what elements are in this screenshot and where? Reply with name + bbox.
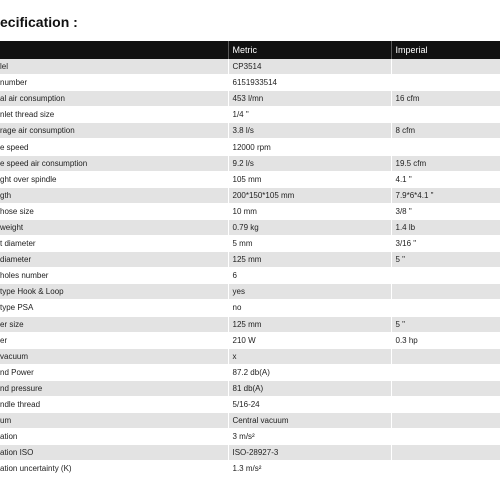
table-row bbox=[0, 429, 500, 445]
table-row bbox=[0, 107, 500, 123]
spec-label-cell: t diameter bbox=[0, 236, 228, 252]
metric-value-cell: 453 l/mn bbox=[228, 91, 391, 107]
metric-value-cell: 12000 rpm bbox=[228, 139, 391, 155]
specification-table bbox=[0, 41, 500, 477]
metric-value-cell: Central vacuum bbox=[228, 413, 391, 429]
table-row bbox=[0, 445, 500, 461]
metric-value-cell: yes bbox=[228, 284, 391, 300]
spec-label-cell: rage air consumption bbox=[0, 123, 228, 139]
metric-value-cell: ISO-28927-3 bbox=[228, 445, 391, 461]
table-row bbox=[0, 171, 500, 187]
table-row bbox=[0, 252, 500, 268]
spec-label-cell: lel bbox=[0, 59, 228, 75]
metric-value-cell: 87.2 db(A) bbox=[228, 364, 391, 380]
spec-label-cell: number bbox=[0, 75, 228, 91]
table-row bbox=[0, 59, 500, 75]
imperial-value-cell bbox=[391, 413, 500, 429]
table-header-row bbox=[0, 41, 500, 59]
imperial-value-cell bbox=[391, 139, 500, 155]
spec-label-cell: nlet thread size bbox=[0, 107, 228, 123]
imperial-value-cell: 19.5 cfm bbox=[391, 155, 500, 171]
table-row bbox=[0, 139, 500, 155]
spec-label-cell: al air consumption bbox=[0, 91, 228, 107]
metric-value-cell: 81 db(A) bbox=[228, 380, 391, 396]
spec-label-cell: er bbox=[0, 332, 228, 348]
imperial-value-cell: 7.9*6*4.1 " bbox=[391, 187, 500, 203]
table-row bbox=[0, 316, 500, 332]
metric-value-cell: 10 mm bbox=[228, 203, 391, 219]
spec-label-cell: um bbox=[0, 413, 228, 429]
header-metric: Metric bbox=[228, 41, 391, 59]
table-row bbox=[0, 236, 500, 252]
spec-label-cell: ght over spindle bbox=[0, 171, 228, 187]
metric-value-cell: 3.8 l/s bbox=[228, 123, 391, 139]
spec-label-cell: type PSA bbox=[0, 300, 228, 316]
metric-value-cell: 125 mm bbox=[228, 252, 391, 268]
spec-label-cell: nd Power bbox=[0, 364, 228, 380]
imperial-value-cell bbox=[391, 380, 500, 396]
table-row bbox=[0, 219, 500, 235]
table-row bbox=[0, 332, 500, 348]
metric-value-cell: no bbox=[228, 300, 391, 316]
metric-value-cell: CP3514 bbox=[228, 59, 391, 75]
metric-value-cell: 3 m/s² bbox=[228, 429, 391, 445]
metric-value-cell: 210 W bbox=[228, 332, 391, 348]
imperial-value-cell bbox=[391, 396, 500, 412]
table-row bbox=[0, 203, 500, 219]
table-row bbox=[0, 187, 500, 203]
metric-value-cell: 9.2 l/s bbox=[228, 155, 391, 171]
table-row bbox=[0, 380, 500, 396]
imperial-value-cell bbox=[391, 461, 500, 477]
spec-label-cell: e speed bbox=[0, 139, 228, 155]
imperial-value-cell: 3/8 " bbox=[391, 203, 500, 219]
imperial-value-cell: 4.1 " bbox=[391, 171, 500, 187]
table-row bbox=[0, 396, 500, 412]
imperial-value-cell bbox=[391, 75, 500, 91]
imperial-value-cell: 0.3 hp bbox=[391, 332, 500, 348]
spec-label-cell: nd pressure bbox=[0, 380, 228, 396]
imperial-value-cell bbox=[391, 107, 500, 123]
spec-label-cell: ation uncertainty (K) bbox=[0, 461, 228, 477]
table-row bbox=[0, 75, 500, 91]
spec-label-cell: vacuum bbox=[0, 348, 228, 364]
table-row bbox=[0, 268, 500, 284]
metric-value-cell: 6 bbox=[228, 268, 391, 284]
imperial-value-cell: 16 cfm bbox=[391, 91, 500, 107]
table-body bbox=[0, 59, 500, 477]
spec-label-cell: type Hook & Loop bbox=[0, 284, 228, 300]
imperial-value-cell: 1.4 lb bbox=[391, 219, 500, 235]
table-row bbox=[0, 284, 500, 300]
imperial-value-cell bbox=[391, 59, 500, 75]
metric-value-cell: 125 mm bbox=[228, 316, 391, 332]
table-row bbox=[0, 461, 500, 477]
metric-value-cell: 5 mm bbox=[228, 236, 391, 252]
spec-label-cell: holes number bbox=[0, 268, 228, 284]
spec-label-cell: weight bbox=[0, 219, 228, 235]
imperial-value-cell bbox=[391, 284, 500, 300]
imperial-value-cell: 8 cfm bbox=[391, 123, 500, 139]
metric-value-cell: 6151933514 bbox=[228, 75, 391, 91]
metric-value-cell: 5/16-24 bbox=[228, 396, 391, 412]
metric-value-cell: 1/4 " bbox=[228, 107, 391, 123]
page-title: ecification : bbox=[0, 14, 78, 30]
table-row bbox=[0, 348, 500, 364]
metric-value-cell: 200*150*105 mm bbox=[228, 187, 391, 203]
imperial-value-cell bbox=[391, 364, 500, 380]
metric-value-cell: x bbox=[228, 348, 391, 364]
header-imperial: Imperial bbox=[391, 41, 500, 59]
imperial-value-cell bbox=[391, 300, 500, 316]
imperial-value-cell bbox=[391, 429, 500, 445]
spec-label-cell: diameter bbox=[0, 252, 228, 268]
imperial-value-cell: 5 " bbox=[391, 252, 500, 268]
spec-label-cell: ation ISO bbox=[0, 445, 228, 461]
imperial-value-cell: 5 " bbox=[391, 316, 500, 332]
imperial-value-cell bbox=[391, 445, 500, 461]
imperial-value-cell: 3/16 " bbox=[391, 236, 500, 252]
table-row bbox=[0, 413, 500, 429]
metric-value-cell: 1.3 m/s² bbox=[228, 461, 391, 477]
table-row bbox=[0, 155, 500, 171]
header-label bbox=[0, 41, 228, 59]
metric-value-cell: 0.79 kg bbox=[228, 219, 391, 235]
metric-value-cell: 105 mm bbox=[228, 171, 391, 187]
spec-label-cell: ndle thread bbox=[0, 396, 228, 412]
table-row bbox=[0, 364, 500, 380]
spec-label-cell: ation bbox=[0, 429, 228, 445]
table-row bbox=[0, 91, 500, 107]
table-row bbox=[0, 300, 500, 316]
imperial-value-cell bbox=[391, 348, 500, 364]
spec-label-cell: e speed air consumption bbox=[0, 155, 228, 171]
spec-label-cell: er size bbox=[0, 316, 228, 332]
imperial-value-cell bbox=[391, 268, 500, 284]
spec-label-cell: hose size bbox=[0, 203, 228, 219]
spec-label-cell: gth bbox=[0, 187, 228, 203]
table-row bbox=[0, 123, 500, 139]
